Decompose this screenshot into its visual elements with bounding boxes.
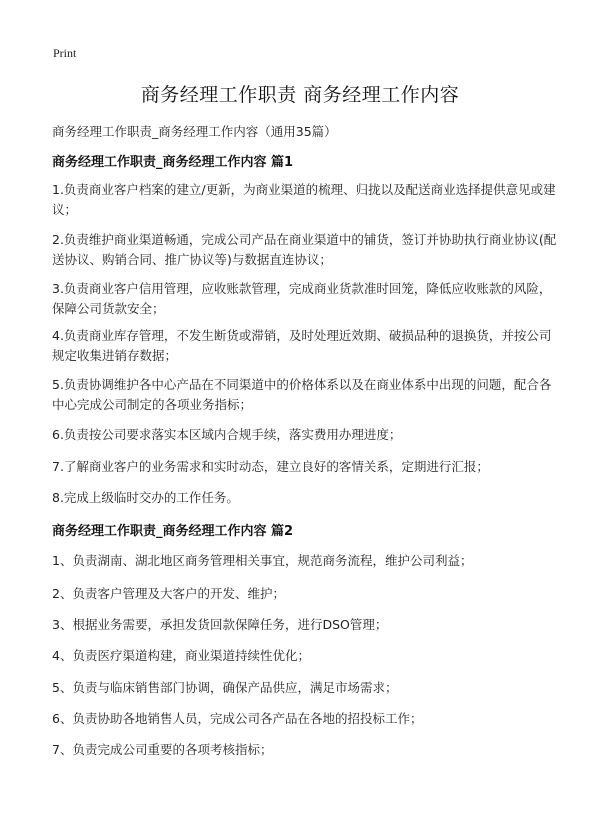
- list-item: 1.负责商业客户档案的建立/更新，为商业渠道的梳理、归拢以及配送商业选择提供意见或建议；: [52, 182, 556, 217]
- section-heading-2: 商务经理工作职责_商务经理工作内容 篇2: [52, 524, 294, 539]
- list-item: 7.了解商业客户的业务需求和实时动态，建立良好的客情关系，定期进行汇报；: [52, 459, 489, 474]
- list-item: 4.负责商业库存管理，不发生断货或滞销，及时处理近效期、破损品种的退换货，并按公司规定收集进销存数据；: [52, 328, 552, 363]
- list-item: 5、负责与临床销售部门协调，确保产品供应，满足市场需求；: [52, 680, 398, 695]
- list-item: 7、负责完成公司重要的各项考核指标；: [52, 742, 273, 757]
- section-heading-1: 商务经理工作职责_商务经理工作内容 篇1: [52, 155, 294, 170]
- list-item: 2.负责维护商业渠道畅通，完成公司产品在商业渠道中的铺货，签订并协助执行商业协议(配送协议、购销合同、推广协议等)与数据直连协议；: [52, 232, 557, 267]
- list-item: 6、负责协助各地销售人员，完成公司各产品在各地的招投标工作；: [52, 711, 423, 726]
- list-item: 6.负责按公司要求落实本区域内合规手续，落实费用办理进度；: [52, 427, 402, 442]
- list-item: 8.完成上级临时交办的工作任务。: [52, 490, 239, 505]
- list-item: 3、根据业务需要，承担发货回款保障任务，进行DSO管理；: [52, 617, 388, 632]
- print-link[interactable]: Print: [53, 46, 77, 60]
- document-subtitle: 商务经理工作职责_商务经理工作内容（通用35篇）: [52, 124, 337, 139]
- list-item: 3.负责商业客户信用管理，应收账款管理，完成商业货款准时回笼，降低应收账款的风险，保障公司货款安全；: [52, 281, 552, 316]
- page-title: 商务经理工作职责 商务经理工作内容: [140, 84, 460, 106]
- list-item: 2、负责客户管理及大客户的开发、维护；: [52, 586, 285, 601]
- list-item: 5.负责协调维护各中心产品在不同渠道中的价格体系以及在商业体系中出现的问题，配合各中心完成公司制定的各项业务指标；: [52, 377, 552, 412]
- list-item: 1、负责湖南、湖北地区商务管理相关事宜，规范商务流程，维护公司利益；: [52, 553, 473, 568]
- list-item: 4、负责医疗渠道构建，商业渠道持续性优化；: [52, 648, 310, 663]
